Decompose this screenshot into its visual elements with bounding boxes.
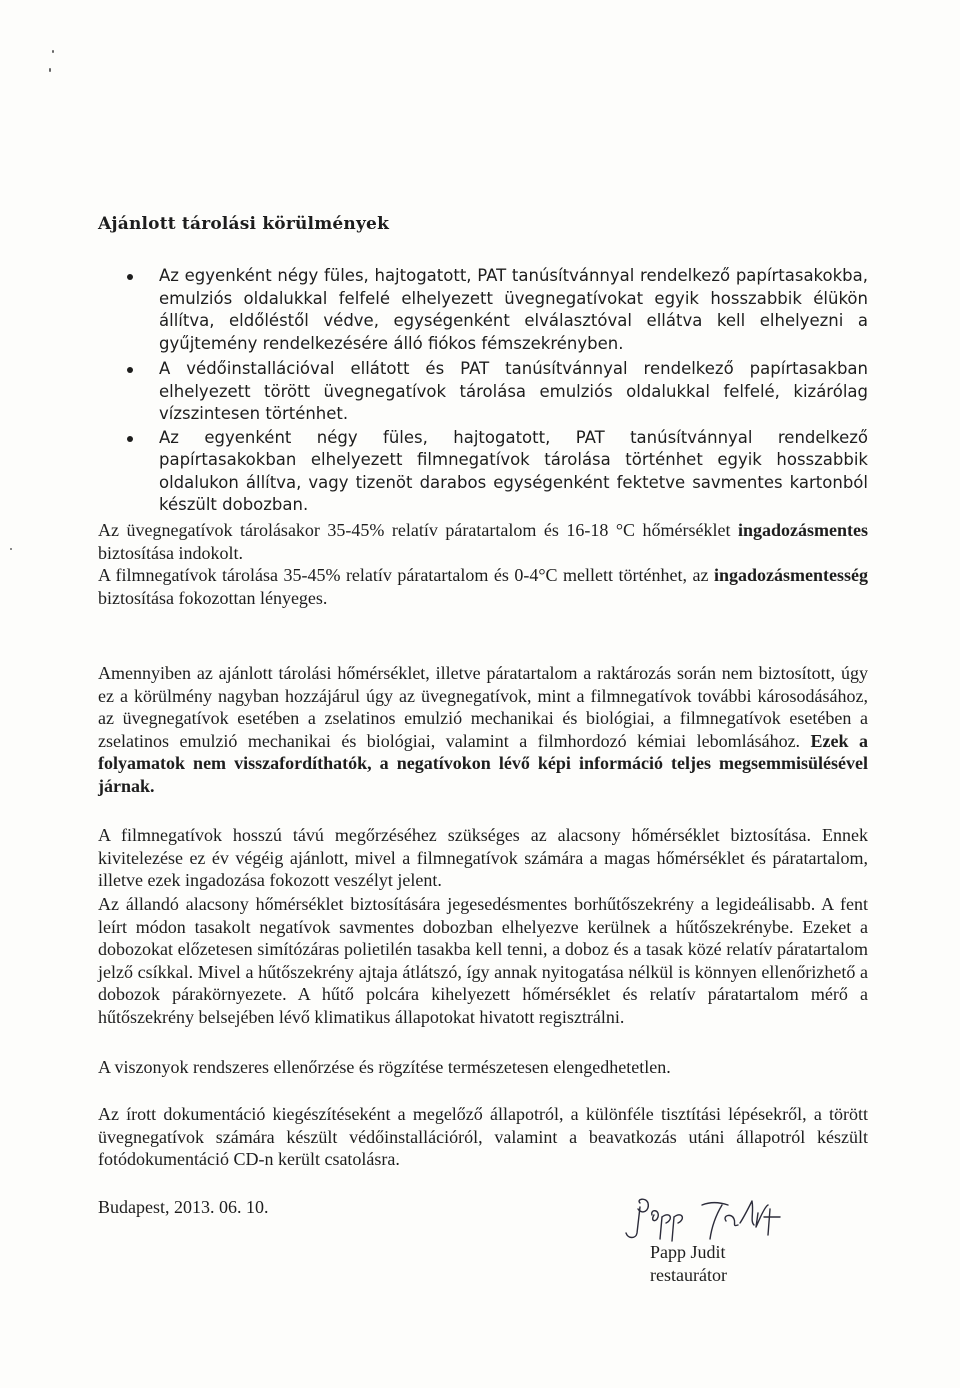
scan-speck xyxy=(10,548,12,550)
list-item xyxy=(98,358,868,426)
list-item xyxy=(98,265,868,355)
list-item-text: Az egyenként négy füles, hajtogatott, PAT tanúsítvánnyal rendelkező papírtasakokba, emulziós oldalukkal felfelé elhelyezett üvegnegatívokat egyik hosszabbik élükön állítva, eldőléstől védve, egységenként elválasztóval ellátva kell elhelyezni a gyűjtemény rendelkezésére álló fiókos fémszekrényben. xyxy=(159,266,868,353)
paragraph-damage xyxy=(98,662,868,797)
paragraph-documentation xyxy=(98,1103,868,1171)
paragraph-monitoring xyxy=(98,1056,868,1079)
signer-block xyxy=(650,1241,727,1286)
paragraph-text: Az üvegnegatívok tárolásakor 35-45% relatív páratartalom és 16-18 °C hőmérséklet xyxy=(98,520,731,540)
bullet-icon xyxy=(127,367,133,373)
list-item-text: A védőinstallációval ellátott és PAT tanúsítvánnyal rendelkező papírtasakban elhelyezett törött üvegnegatívok tárolása emulziós oldalukkal felfelé, kizárólag vízszintesen történhet. xyxy=(159,359,868,423)
paragraph-text: Az állandó alacsony hőmérséklet biztosítására jegesedésmentes borhűtőszekrény a legideálisabb. A fent leírt módon tasakolt negatívok savmentes dobozban elhelyezve kerülnek a hűtőszekrénybe. Ezeket a dobozokat előzetesen simítózáras polietilén tasakba kell tenni, a doboz és a tasak közé relatív páratartalom jelző csíkkal. Mivel a hűtőszekrény ajtaja átlátszó, így annak nyitogatása nélkül is könnyen ellenőrizhető a dobozok párakörnyezete. A hűtő polcára kihelyezett hőmérséklet és relatív páratartalom mérő a hűtőszekrény belsejében lévő klimatikus állapotokat hivatott regisztrálni. xyxy=(98,894,868,1027)
paragraph-text: A filmnegatívok tárolása 35-45% relatív páratartalom és 0-4°C mellett történhet, az xyxy=(98,565,709,585)
scan-speck xyxy=(49,68,51,72)
bold-text: ingadozásmentesség xyxy=(714,565,868,585)
bold-text: ingadozásmentes xyxy=(738,520,868,540)
paragraph-conditions xyxy=(98,519,868,609)
paragraph-text: A filmnegatívok hosszú távú megőrzéséhez szükséges az alacsony hőmérséklet biztosítása. Ennek kivitelezése ez év végéig ajánlott, mivel a filmnegatívok számára a magas hőmérséklet és páratartalom, illetve ezek ingadozása fokozott veszélyt jelent. xyxy=(98,825,868,890)
paragraph-text: Az írott dokumentáció kiegészítéseként a megelőző állapotról, a különféle tisztítási lépésekről, a törött üvegnegatívok számára készült védőinstallációról, valamint a beavatkozás utáni állapotról készült fotódokumentáció CD-n került csatolásra. xyxy=(98,1104,868,1169)
handwritten-signature xyxy=(618,1195,818,1245)
bullet-icon xyxy=(127,274,133,280)
paragraph-fridge xyxy=(98,893,868,1028)
scan-speck xyxy=(52,50,54,53)
paragraph-text: Amennyiben az ajánlott tárolási hőmérséklet, illetve páratartalom a raktározás során nem biztosított, úgy ez a körülmény nagyban hozzájárul úgy az üvegnegatívok, mint a filmnegatívok további károsodásához, az üvegnegatívok esetében a zselatinos emulzió mechanikai és biológiai, a filmnegatívok esetében a zselatinos emulzió mechanikai és biológiai, valamint a filmhordozó kémiai lebomlásához. xyxy=(98,663,868,751)
storage-conditions-list xyxy=(98,265,868,517)
place-date: Budapest, 2013. 06. 10. xyxy=(98,1197,269,1217)
list-item xyxy=(98,427,868,517)
signer-title: restaurátor xyxy=(650,1264,727,1285)
signer-name: Papp Judit xyxy=(650,1242,726,1262)
paragraph-text: biztosítása fokozottan lényeges. xyxy=(98,587,328,608)
paragraph-text: biztosítása indokolt. xyxy=(98,542,243,563)
paragraph-text: A viszonyok rendszeres ellenőrzése és rögzítése természetesen elengedhetetlen. xyxy=(98,1057,671,1077)
section-heading: Ajánlott tárolási körülmények xyxy=(98,214,390,234)
paragraph-long-term xyxy=(98,824,868,892)
list-item-text: Az egyenként négy füles, hajtogatott, PAT tanúsítvánnyal rendelkező papírtasakokban elhelyezett filmnegatívok tárolása történhet egyik hosszabbik oldalukon állítva, vagy tizenöt darabos egységenként fektetve savmentes kartonból készült dobozban. xyxy=(159,427,868,514)
bold-text: Ezek a folyamatok nem visszafordíthatók, a negatívokon lévő képi információ teljes megsemmisülésével járnak. xyxy=(98,730,869,796)
bullet-icon xyxy=(127,436,133,442)
